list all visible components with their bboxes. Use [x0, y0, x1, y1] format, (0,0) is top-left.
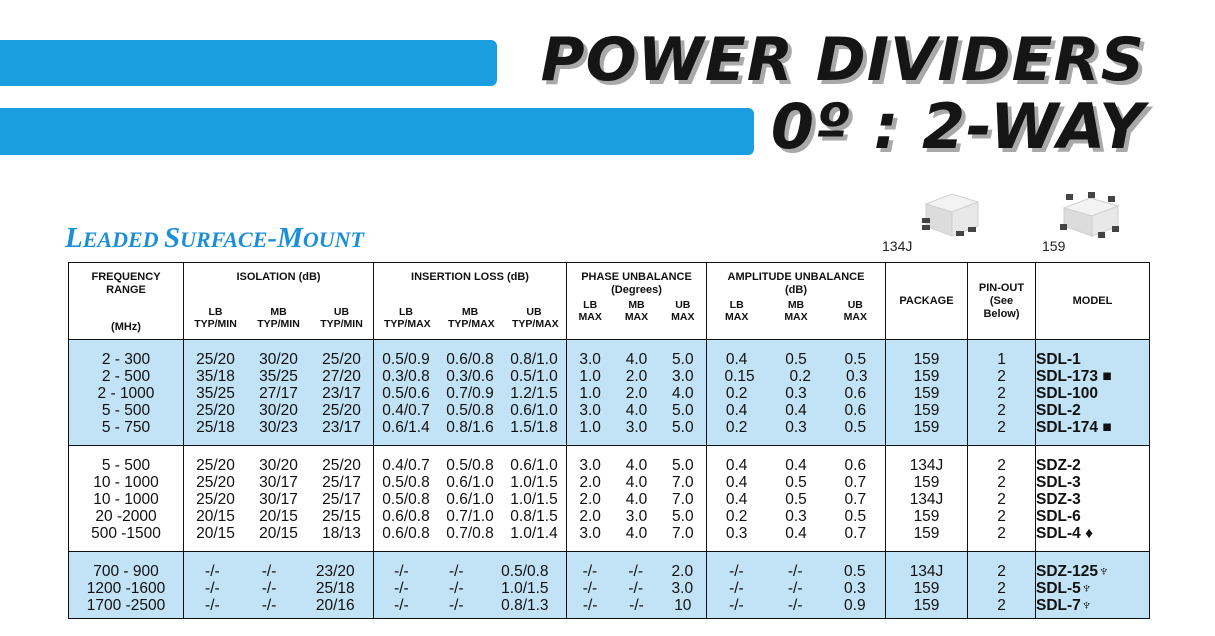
cell-isolation-value: 30/23: [259, 419, 298, 436]
table-group-3: [69, 552, 1150, 619]
cell-isolation: [184, 419, 374, 446]
cell-phase-unbalance: [567, 368, 707, 385]
cell-package: 134J: [886, 552, 968, 581]
cell-phase-unbalance-value: -/-: [629, 597, 644, 614]
cell-amplitude-unbalance: [707, 491, 886, 508]
col-package-header: PACKAGE: [886, 263, 968, 340]
cell-phase-unbalance-value: 5.0: [672, 351, 694, 368]
cell-insertion-loss-value: 1.0/1.5: [510, 474, 558, 491]
cell-amplitude-unbalance-value: 0.4: [785, 525, 807, 542]
cell-phase-unbalance-value: 2.0: [579, 508, 601, 525]
cell-phase-unbalance-value: -/-: [582, 597, 598, 614]
cell-isolation-value: 27/17: [259, 385, 298, 402]
cell-model: SDL-100: [1036, 385, 1150, 402]
section-subtitle: LEADED SURFACE-MOUNT: [65, 222, 364, 254]
cell-amplitude-unbalance-value: 0.2: [789, 368, 812, 385]
spec-table: [68, 262, 1150, 619]
cell-phase-unbalance-value: 4.0: [625, 402, 648, 419]
cell-phase-unbalance-value: 3.0: [579, 351, 601, 368]
cell-isolation-value: 23/17: [322, 385, 361, 402]
cell-pinout: 2: [968, 446, 1036, 475]
cell-phase-unbalance-value: 2.0: [625, 385, 648, 402]
cell-amplitude-unbalance-value: 0.4: [725, 474, 748, 491]
package-134j-chip-icon: [918, 190, 984, 242]
cell-phase-unbalance-value: 3.0: [579, 402, 601, 419]
cell-amplitude-unbalance: [707, 552, 886, 581]
cell-insertion-loss-value: -/-: [394, 563, 409, 580]
cell-phase-unbalance-value: 3.0: [579, 525, 601, 542]
cell-insertion-loss-value: 0.6/1.0: [446, 474, 494, 491]
cell-package: 134J: [886, 491, 968, 508]
col-phase-header: PHASE UNBALANCE (Degrees) LB MAX MB MAX UB MAX: [567, 263, 707, 340]
cell-frequency: 5 - 500: [69, 402, 184, 419]
cell-isolation-value: 30/17: [259, 491, 298, 508]
header-blue-bar-bottom: [0, 108, 754, 155]
cell-frequency: 5 - 500: [69, 446, 184, 475]
cell-amplitude-unbalance-value: 0.5: [844, 508, 867, 525]
cell-isolation-value: 20/15: [259, 525, 298, 542]
cell-insertion-loss-value: 0.5/0.8: [446, 457, 494, 474]
cell-insertion-loss-value: 0.8/1.0: [510, 351, 558, 368]
cell-insertion-loss-value: -/-: [448, 580, 464, 597]
cell-isolation-value: 25/20: [196, 402, 235, 419]
table-group-1: [69, 340, 1150, 446]
cell-phase-unbalance-value: 3.0: [672, 368, 694, 385]
cell-amplitude-unbalance: [707, 597, 886, 619]
cell-frequency: 10 - 1000: [69, 491, 184, 508]
cell-amplitude-unbalance-value: 0.5: [844, 563, 866, 580]
cell-isolation-value: 35/25: [196, 385, 235, 402]
cell-isolation: [184, 491, 374, 508]
cell-phase-unbalance: [567, 552, 707, 581]
cell-insertion-loss-value: 1.2/1.5: [510, 385, 558, 402]
col-insertion-header: INSERTION LOSS (dB) LB TYP/MAX MB TYP/MAX UB TYP/MAX: [374, 263, 567, 340]
cell-isolation: [184, 368, 374, 385]
cell-insertion-loss: [374, 474, 567, 491]
cell-isolation-value: 25/17: [322, 491, 361, 508]
cell-isolation-value: 25/20: [196, 351, 235, 368]
cell-frequency: 10 - 1000: [69, 474, 184, 491]
cell-phase-unbalance: [567, 491, 707, 508]
cell-phase-unbalance: [567, 508, 707, 525]
cell-insertion-loss-value: 1.0/1.4: [510, 525, 558, 542]
cell-model: SDZ-2: [1036, 446, 1150, 475]
cell-phase-unbalance: [567, 446, 707, 475]
cell-isolation-value: 25/20: [196, 474, 235, 491]
cell-insertion-loss-value: 0.8/1.6: [446, 419, 494, 436]
cell-amplitude-unbalance: [707, 525, 886, 552]
cell-phase-unbalance-value: 5.0: [672, 457, 694, 474]
cell-isolation-value: 25/18: [196, 419, 235, 436]
cell-insertion-loss-value: 0.5/0.8: [382, 491, 430, 508]
cell-isolation-value: -/-: [205, 580, 220, 597]
cell-isolation-value: -/-: [205, 597, 220, 614]
cell-package: 159: [886, 385, 968, 402]
cell-amplitude-unbalance-value: -/-: [729, 597, 744, 614]
cell-insertion-loss: [374, 597, 567, 619]
cell-isolation: [184, 385, 374, 402]
cell-insertion-loss-value: 0.6/1.0: [510, 402, 558, 419]
cell-package: 159: [886, 474, 968, 491]
cell-insertion-loss: [374, 385, 567, 402]
cell-phase-unbalance-value: 2.0: [579, 491, 601, 508]
table-group-2: [69, 446, 1150, 552]
cell-amplitude-unbalance: [707, 419, 886, 446]
cell-insertion-loss: [374, 552, 567, 581]
cell-isolation-value: 23/20: [315, 563, 355, 580]
cell-isolation: [184, 508, 374, 525]
cell-phase-unbalance-value: 2.0: [579, 474, 601, 491]
cell-model: SDL-174 ■: [1036, 419, 1150, 446]
cell-pinout: 2: [968, 580, 1036, 597]
cell-amplitude-unbalance-value: 0.2: [725, 385, 748, 402]
cell-phase-unbalance-value: -/-: [582, 580, 598, 597]
cell-insertion-loss-value: 0.8/1.5: [510, 508, 558, 525]
cell-insertion-loss-value: 0.7/0.9: [446, 385, 494, 402]
cell-model: SDZ-125♆: [1036, 552, 1150, 581]
cell-isolation: [184, 525, 374, 552]
cell-insertion-loss-value: -/-: [394, 580, 409, 597]
cell-insertion-loss-value: 0.4/0.7: [382, 402, 430, 419]
cell-amplitude-unbalance-value: 0.4: [725, 457, 748, 474]
cell-amplitude-unbalance-value: 0.4: [725, 402, 748, 419]
cell-amplitude-unbalance-value: 0.5: [844, 351, 867, 368]
cell-phase-unbalance-value: 7.0: [672, 474, 694, 491]
cell-amplitude-unbalance-value: 0.4: [785, 457, 807, 474]
cell-insertion-loss-value: 0.5/1.0: [510, 368, 558, 385]
table-row: [69, 385, 1150, 402]
cell-insertion-loss-value: 0.7/1.0: [446, 508, 494, 525]
cell-isolation-value: 25/18: [315, 580, 355, 597]
cell-pinout: 2: [968, 368, 1036, 385]
cell-amplitude-unbalance-value: 0.9: [844, 597, 866, 614]
page-title-line2: 0º : 2-WAY: [770, 90, 1145, 163]
cell-insertion-loss: [374, 419, 567, 446]
cell-amplitude-unbalance-value: 0.5: [785, 351, 807, 368]
cell-insertion-loss-value: 0.5/0.6: [382, 385, 430, 402]
cell-amplitude-unbalance-value: -/-: [787, 580, 803, 597]
cell-insertion-loss-value: 0.4/0.7: [382, 457, 430, 474]
cell-amplitude-unbalance-value: 0.6: [844, 457, 867, 474]
cell-phase-unbalance: [567, 385, 707, 402]
cell-amplitude-unbalance-value: 0.3: [845, 368, 868, 385]
cell-amplitude-unbalance-value: 0.15: [724, 368, 755, 385]
cell-amplitude-unbalance-value: 0.3: [785, 508, 807, 525]
cell-frequency: 2 - 500: [69, 368, 184, 385]
cell-isolation-value: 20/15: [196, 525, 235, 542]
cell-amplitude-unbalance: [707, 446, 886, 475]
cell-insertion-loss-value: 0.3/0.6: [446, 368, 494, 385]
cell-amplitude-unbalance: [707, 580, 886, 597]
cell-insertion-loss: [374, 368, 567, 385]
cell-pinout: 2: [968, 525, 1036, 552]
cell-insertion-loss-value: 0.5/0.8: [446, 402, 494, 419]
cell-isolation-value: 35/18: [196, 368, 235, 385]
col-isolation-header: ISOLATION (dB) LB TYP/MIN MB TYP/MIN UB TYP/MIN: [184, 263, 374, 340]
cell-amplitude-unbalance-value: 0.3: [844, 580, 866, 597]
cell-isolation-value: 27/20: [322, 368, 361, 385]
cell-isolation-value: 23/17: [322, 419, 361, 436]
cell-package: 159: [886, 402, 968, 419]
cell-isolation: [184, 402, 374, 419]
cell-phase-unbalance-value: 3.0: [579, 457, 601, 474]
cell-amplitude-unbalance-value: 0.6: [844, 385, 867, 402]
table-row: [69, 368, 1150, 385]
cell-phase-unbalance-value: -/-: [628, 580, 644, 597]
cell-amplitude-unbalance: [707, 368, 886, 385]
cell-amplitude-unbalance-value: 0.4: [725, 351, 748, 368]
cell-amplitude-unbalance: [707, 474, 886, 491]
cell-model: SDZ-3: [1036, 491, 1150, 508]
cell-insertion-loss-value: 0.8/1.3: [501, 597, 549, 614]
cell-insertion-loss-value: -/-: [394, 597, 409, 614]
table-row: [69, 446, 1150, 475]
package-159-label: 159: [1042, 238, 1066, 254]
cell-isolation-value: 35/25: [259, 368, 298, 385]
cell-phase-unbalance-value: -/-: [628, 563, 644, 580]
cell-isolation-value: -/-: [261, 563, 277, 580]
cell-isolation-value: 25/15: [322, 508, 361, 525]
cell-amplitude-unbalance-value: 0.5: [844, 419, 867, 436]
cell-model: SDL-6: [1036, 508, 1150, 525]
table-row: [69, 508, 1150, 525]
cell-frequency: 1200 -1600: [69, 580, 184, 597]
cell-insertion-loss-value: 0.5/0.9: [382, 351, 430, 368]
cell-isolation-value: 30/20: [259, 402, 298, 419]
cell-insertion-loss-value: 0.7/0.8: [446, 525, 494, 542]
cell-phase-unbalance-value: 3.0: [625, 419, 648, 436]
cell-insertion-loss-value: 0.6/1.0: [510, 457, 558, 474]
cell-amplitude-unbalance: [707, 508, 886, 525]
cell-model: SDL-1: [1036, 340, 1150, 369]
cell-isolation: [184, 552, 374, 581]
cell-phase-unbalance-value: 4.0: [672, 385, 694, 402]
cell-package: 159: [886, 340, 968, 369]
cell-amplitude-unbalance: [707, 402, 886, 419]
cell-isolation: [184, 340, 374, 369]
cell-phase-unbalance-value: 4.0: [625, 351, 648, 368]
header-blue-bar-top: [0, 40, 497, 86]
cell-insertion-loss-value: 0.6/0.8: [446, 351, 494, 368]
cell-package: 159: [886, 580, 968, 597]
cell-insertion-loss: [374, 508, 567, 525]
cell-insertion-loss: [374, 525, 567, 552]
cell-phase-unbalance-value: 1.0: [579, 368, 601, 385]
table-row: [69, 552, 1150, 581]
table-row: [69, 340, 1150, 369]
cell-isolation-value: 25/20: [322, 402, 361, 419]
cell-insertion-loss-value: 0.5/0.8: [501, 563, 549, 580]
cell-amplitude-unbalance-value: 0.3: [725, 525, 748, 542]
cell-isolation-value: -/-: [205, 563, 220, 580]
cell-model: SDL-5♆: [1036, 580, 1150, 597]
table-row: [69, 597, 1150, 619]
cell-model: SDL-4 ♦: [1036, 525, 1150, 552]
cell-phase-unbalance: [567, 340, 707, 369]
cell-model: SDL-2: [1036, 402, 1150, 419]
cell-amplitude-unbalance-value: 0.4: [725, 491, 748, 508]
cell-amplitude-unbalance-value: -/-: [729, 580, 744, 597]
cell-insertion-loss-value: 0.3/0.8: [382, 368, 430, 385]
cell-isolation-value: 25/17: [322, 474, 361, 491]
cell-phase-unbalance: [567, 474, 707, 491]
cell-amplitude-unbalance: [707, 340, 886, 369]
cell-phase-unbalance-value: 4.0: [625, 491, 648, 508]
cell-phase-unbalance-value: 2.0: [625, 368, 648, 385]
cell-amplitude-unbalance: [707, 385, 886, 402]
cell-phase-unbalance-value: 4.0: [625, 474, 648, 491]
cell-frequency: 1700 -2500: [69, 597, 184, 619]
cell-phase-unbalance-value: 1.0: [579, 419, 601, 436]
cell-insertion-loss-value: 1.5/1.8: [510, 419, 558, 436]
cell-package: 159: [886, 368, 968, 385]
cell-isolation: [184, 580, 374, 597]
cell-phase-unbalance-value: 2.0: [671, 563, 694, 580]
table-row: [69, 491, 1150, 508]
cell-model: SDL-3: [1036, 474, 1150, 491]
cell-frequency: 2 - 1000: [69, 385, 184, 402]
cell-isolation-value: -/-: [261, 580, 277, 597]
cell-phase-unbalance: [567, 402, 707, 419]
cell-amplitude-unbalance-value: -/-: [729, 563, 744, 580]
cell-phase-unbalance: [567, 580, 707, 597]
cell-phase-unbalance-value: -/-: [582, 563, 598, 580]
cell-pinout: 2: [968, 597, 1036, 619]
cell-phase-unbalance-value: 4.0: [625, 525, 648, 542]
cell-amplitude-unbalance-value: 0.3: [785, 419, 807, 436]
cell-amplitude-unbalance-value: 0.2: [725, 419, 748, 436]
package-134j-label: 134J: [882, 238, 913, 254]
cell-amplitude-unbalance-value: -/-: [787, 563, 803, 580]
table-row: [69, 402, 1150, 419]
cell-isolation-value: 20/15: [196, 508, 235, 525]
table-row: [69, 474, 1150, 491]
cell-insertion-loss-value: 0.5/0.8: [382, 474, 430, 491]
cell-isolation-value: 18/13: [322, 525, 361, 542]
cell-amplitude-unbalance-value: 0.5: [785, 474, 807, 491]
cell-phase-unbalance-value: 3.0: [625, 508, 648, 525]
cell-phase-unbalance: [567, 597, 707, 619]
cell-frequency: 500 -1500: [69, 525, 184, 552]
cell-package: 159: [886, 597, 968, 619]
cell-phase-unbalance-value: 4.0: [625, 457, 648, 474]
cell-isolation-value: 25/20: [196, 491, 235, 508]
col-pinout-header: PIN-OUT (See Below): [968, 263, 1036, 340]
cell-isolation-value: 20/16: [315, 597, 355, 614]
cell-insertion-loss-value: 0.6/0.8: [382, 525, 430, 542]
package-159-chip-icon: [1058, 192, 1124, 242]
cell-amplitude-unbalance-value: 0.3: [785, 385, 807, 402]
cell-isolation-value: 30/20: [259, 351, 298, 368]
cell-amplitude-unbalance-value: 0.5: [785, 491, 807, 508]
cell-isolation: [184, 446, 374, 475]
cell-amplitude-unbalance-value: 0.2: [725, 508, 748, 525]
cell-package: 159: [886, 419, 968, 446]
cell-pinout: 2: [968, 385, 1036, 402]
cell-insertion-loss-value: -/-: [448, 563, 464, 580]
cell-phase-unbalance-value: 3.0: [671, 580, 694, 597]
cell-package: 159: [886, 508, 968, 525]
cell-insertion-loss-value: 0.6/0.8: [382, 508, 430, 525]
cell-insertion-loss: [374, 491, 567, 508]
cell-phase-unbalance-value: 7.0: [672, 491, 694, 508]
col-frequency-header: FREQUENCY RANGE (MHz): [69, 263, 184, 340]
cell-pinout: 1: [968, 340, 1036, 369]
cell-amplitude-unbalance-value: -/-: [787, 597, 803, 614]
cell-insertion-loss-value: 0.6/1.4: [382, 419, 430, 436]
cell-pinout: 2: [968, 474, 1036, 491]
cell-pinout: 2: [968, 491, 1036, 508]
col-model-header: MODEL: [1036, 263, 1150, 340]
page-title-line1: POWER DIVIDERS: [540, 25, 1145, 95]
cell-frequency: 5 - 750: [69, 419, 184, 446]
cell-insertion-loss: [374, 580, 567, 597]
cell-insertion-loss-value: 1.0/1.5: [501, 580, 549, 597]
cell-insertion-loss-value: 1.0/1.5: [510, 491, 558, 508]
cell-pinout: 2: [968, 552, 1036, 581]
cell-isolation-value: 25/20: [196, 457, 235, 474]
cell-frequency: 700 - 900: [69, 552, 184, 581]
cell-isolation-value: 25/20: [322, 351, 361, 368]
table-row: [69, 525, 1150, 552]
cell-isolation-value: 25/20: [322, 457, 361, 474]
cell-pinout: 2: [968, 419, 1036, 446]
cell-amplitude-unbalance-value: 0.7: [844, 474, 867, 491]
cell-package: 134J: [886, 446, 968, 475]
cell-amplitude-unbalance-value: 0.6: [844, 402, 867, 419]
cell-phase-unbalance-value: 10: [674, 597, 692, 614]
col-amplitude-header: AMPLITUDE UNBALANCE (dB) LB MAX MB MAX UB MAX: [707, 263, 886, 340]
cell-insertion-loss-value: 0.6/1.0: [446, 491, 494, 508]
cell-isolation: [184, 474, 374, 491]
cell-isolation-value: -/-: [261, 597, 277, 614]
cell-frequency: 20 -2000: [69, 508, 184, 525]
cell-amplitude-unbalance-value: 0.7: [844, 491, 867, 508]
cell-phase-unbalance: [567, 525, 707, 552]
cell-phase-unbalance-value: 7.0: [672, 525, 694, 542]
cell-insertion-loss: [374, 340, 567, 369]
cell-phase-unbalance-value: 5.0: [672, 402, 694, 419]
cell-isolation-value: 30/20: [259, 457, 298, 474]
cell-phase-unbalance-value: 5.0: [672, 508, 694, 525]
cell-insertion-loss: [374, 402, 567, 419]
table-row: [69, 419, 1150, 446]
cell-frequency: 2 - 300: [69, 340, 184, 369]
cell-phase-unbalance-value: 1.0: [579, 385, 601, 402]
cell-isolation: [184, 597, 374, 619]
cell-pinout: 2: [968, 508, 1036, 525]
cell-isolation-value: 20/15: [259, 508, 298, 525]
cell-pinout: 2: [968, 402, 1036, 419]
table-row: [69, 580, 1150, 597]
cell-model: SDL-7♆: [1036, 597, 1150, 619]
cell-phase-unbalance: [567, 419, 707, 446]
cell-insertion-loss: [374, 446, 567, 475]
cell-model: SDL-173 ■: [1036, 368, 1150, 385]
cell-amplitude-unbalance-value: 0.4: [785, 402, 807, 419]
cell-amplitude-unbalance-value: 0.7: [844, 525, 867, 542]
cell-phase-unbalance-value: 5.0: [672, 419, 694, 436]
cell-insertion-loss-value: -/-: [448, 597, 464, 614]
cell-isolation-value: 30/17: [259, 474, 298, 491]
cell-package: 159: [886, 525, 968, 552]
